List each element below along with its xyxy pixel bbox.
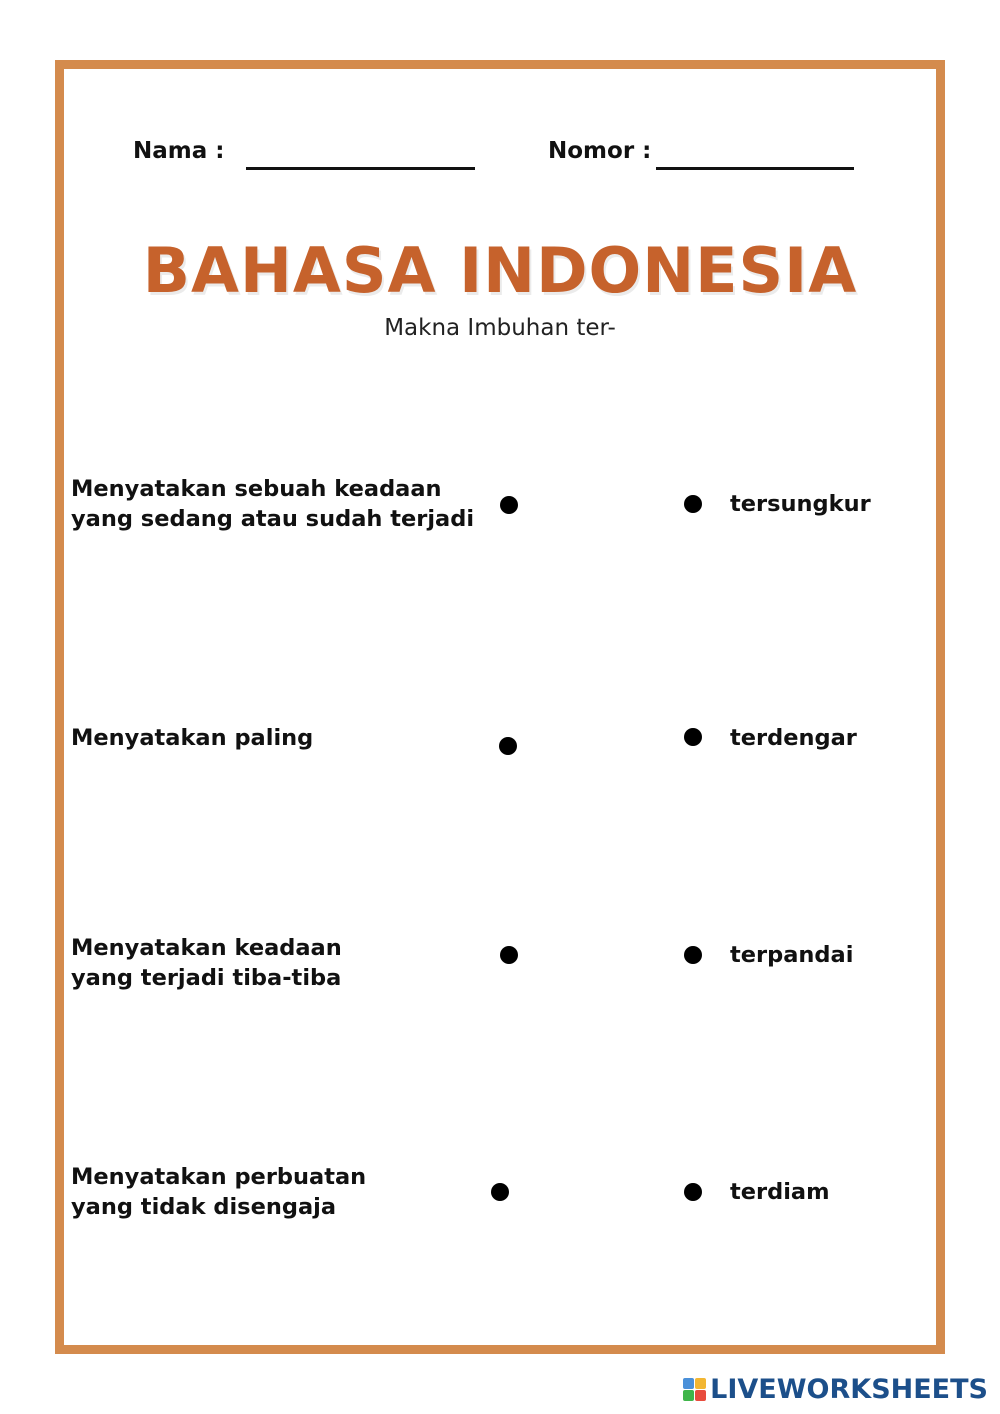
- name-label: Nama :: [133, 138, 225, 164]
- right-item-4: terdiam: [730, 1179, 830, 1205]
- number-label: Nomor :: [548, 138, 652, 164]
- right-dot-2[interactable]: [684, 728, 702, 746]
- right-dot-1[interactable]: [684, 495, 702, 513]
- number-blank[interactable]: [656, 167, 854, 170]
- page-subtitle: Makna Imbuhan ter-: [384, 315, 616, 341]
- left-item-3-line2: yang terjadi tiba-tiba: [71, 965, 342, 991]
- left-item-1: [71, 474, 474, 534]
- left-item-4-line2: yang tidak disengaja: [71, 1194, 337, 1220]
- right-item-3: terpandai: [730, 942, 854, 968]
- left-item-1-line2: yang sedang atau sudah terjadi: [71, 506, 475, 532]
- left-item-3: [71, 933, 342, 993]
- page-title: BAHASA INDONESIA: [142, 234, 858, 307]
- left-item-2: [71, 723, 313, 753]
- left-dot-3[interactable]: [500, 946, 518, 964]
- right-item-1: tersungkur: [730, 491, 871, 517]
- left-dot-1[interactable]: [500, 496, 518, 514]
- liveworksheets-logo-icon: [683, 1378, 706, 1401]
- left-item-2-line1: Menyatakan paling: [71, 725, 314, 751]
- right-item-2: terdengar: [730, 725, 857, 751]
- left-item-3-line1: Menyatakan keadaan: [71, 935, 342, 961]
- left-dot-2[interactable]: [499, 737, 517, 755]
- liveworksheets-brand: [683, 1374, 988, 1405]
- left-item-4: [71, 1162, 366, 1222]
- brand-text: LIVEWORKSHEETS: [710, 1374, 988, 1405]
- left-item-1-line1: Menyatakan sebuah keadaan: [71, 476, 442, 502]
- right-dot-3[interactable]: [684, 946, 702, 964]
- name-blank[interactable]: [246, 167, 475, 170]
- left-item-4-line1: Menyatakan perbuatan: [71, 1164, 367, 1190]
- right-dot-4[interactable]: [684, 1183, 702, 1201]
- left-dot-4[interactable]: [491, 1183, 509, 1201]
